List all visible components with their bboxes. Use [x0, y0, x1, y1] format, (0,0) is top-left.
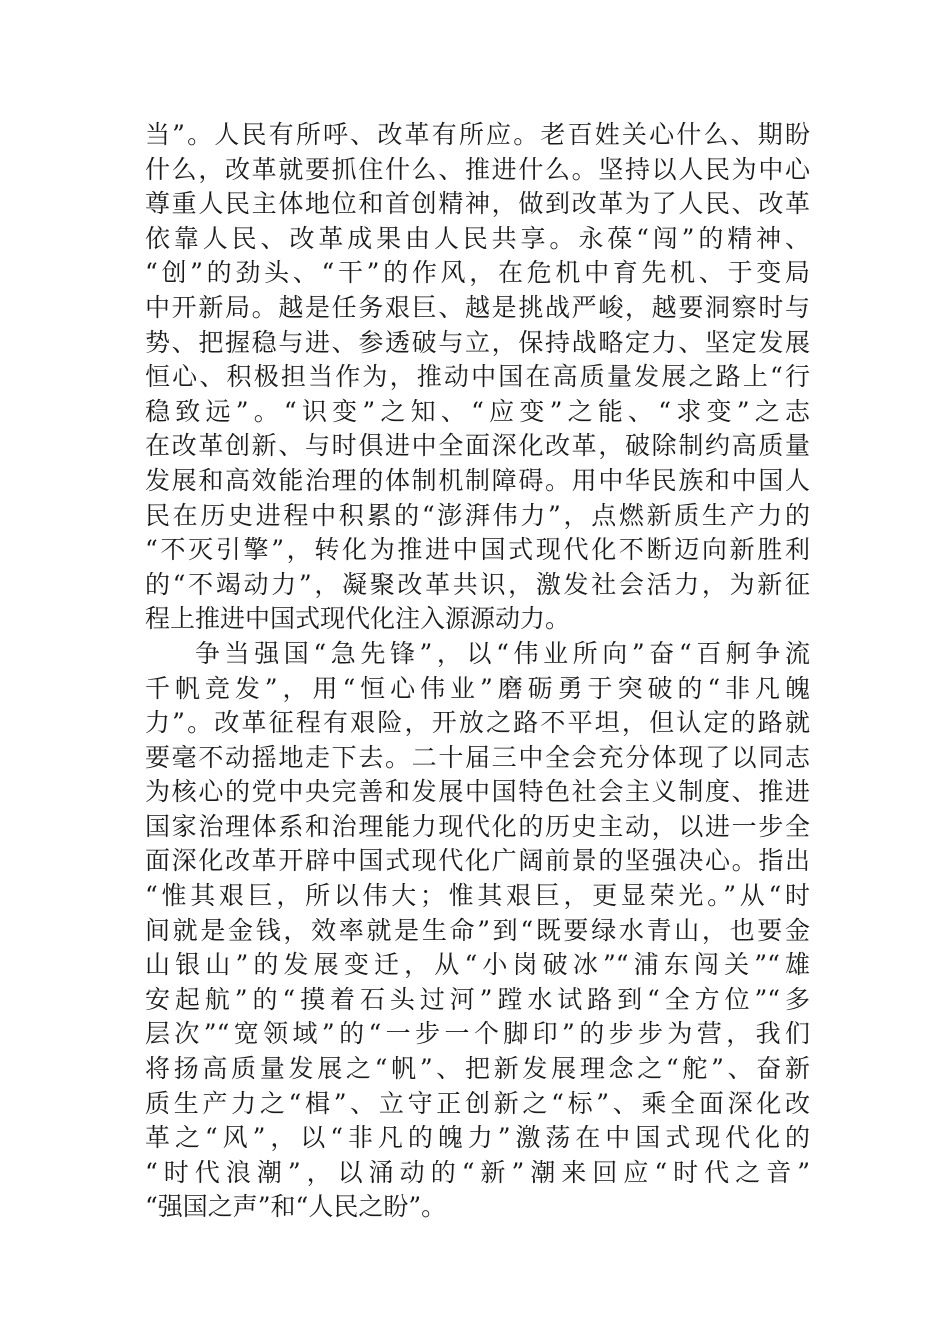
paragraph — [145, 118, 810, 637]
text-line: 发展和高效能治理的体制机制障碍。用中华民族和中国人 — [145, 465, 810, 495]
text-line: 千帆竞发”，用“恒心伟业”磨砺勇于突破的“非凡魄 — [145, 673, 810, 703]
text-line: 程上推进中国式现代化注入源源动力。 — [145, 604, 571, 634]
text-line: 国家治理体系和治理能力现代化的历史主动，以进一步全 — [145, 811, 810, 841]
body-text — [145, 118, 810, 1225]
text-line: “强国之声”和“人民之盼”。 — [145, 1192, 447, 1222]
paragraph — [145, 637, 810, 1225]
text-line: 依靠人民、改革成果由人民共享。永葆“闯”的精神、 — [145, 223, 810, 253]
text-line: “时代浪潮”，以涌动的“新”潮来回应“时代之音” — [145, 1157, 810, 1187]
text-line: 革之“风”，以“非凡的魄力”激荡在中国式现代化的 — [145, 1123, 810, 1153]
text-line: 稳致远”。“识变”之知、“应变”之能、“求变”之志 — [145, 396, 810, 426]
text-line: 尊重人民主体地位和首创精神，做到改革为了人民、改革 — [145, 189, 810, 219]
text-line: 层次”“宽领域”的“一步一个脚印”的步步为营，我们 — [145, 1019, 810, 1049]
text-line: “不灭引擎”，转化为推进中国式现代化不断迈向新胜利 — [145, 535, 810, 565]
text-line: 山银山”的发展变迁，从“小岗破冰”“浦东闯关”“雄 — [145, 950, 810, 980]
text-line: 中开新局。越是任务艰巨、越是挑战严峻，越要洞察时与 — [145, 292, 810, 322]
text-line: “惟其艰巨，所以伟大；惟其艰巨，更显荣光。”从“时 — [145, 881, 810, 911]
text-line: 当”。人民有所呼、改革有所应。老百姓关心什么、期盼 — [145, 120, 810, 149]
text-line: 势、把握稳与进、参透破与立，保持战略定力、坚定发展 — [145, 327, 810, 357]
text-line: 在改革创新、与时俱进中全面深化改革，破除制约高质量 — [145, 431, 810, 461]
text-line: 将扬高质量发展之“帆”、把新发展理念之“舵”、奋新 — [145, 1054, 810, 1084]
text-line: 的“不竭动力”，凝聚改革共识，激发社会活力，为新征 — [145, 569, 810, 599]
text-line: 为核心的党中央完善和发展中国特色社会主义制度、推进 — [145, 777, 810, 807]
text-line: 间就是金钱，效率就是生命”到“既要绿水青山，也要金 — [145, 915, 810, 945]
text-line: 面深化改革开辟中国式现代化广阔前景的坚强决心。指出 — [145, 846, 810, 876]
text-line: 什么，改革就要抓住什么、推进什么。坚持以人民为中心 — [145, 154, 810, 184]
text-line: 质生产力之“楫”、立守正创新之“标”、乘全面深化改 — [145, 1088, 810, 1118]
text-line: 要毫不动摇地走下去。二十届三中全会充分体现了以同志 — [145, 742, 810, 772]
text-line: 民在历史进程中积累的“澎湃伟力”，点燃新质生产力的 — [145, 500, 810, 530]
text-line: 力”。改革征程有艰险，开放之路不平坦，但认定的路就 — [145, 708, 810, 738]
text-line: 恒心、积极担当作为，推动中国在高质量发展之路上“行 — [145, 362, 810, 392]
text-line: “创”的劲头、“干”的作风，在危机中育先机、于变局 — [145, 258, 810, 288]
text-line: 争当强国“急先锋”，以“伟业所向”奋“百舸争流 — [195, 638, 810, 668]
text-line: 安起航”的“摸着石头过河”蹚水试路到“全方位”“多 — [145, 984, 810, 1014]
